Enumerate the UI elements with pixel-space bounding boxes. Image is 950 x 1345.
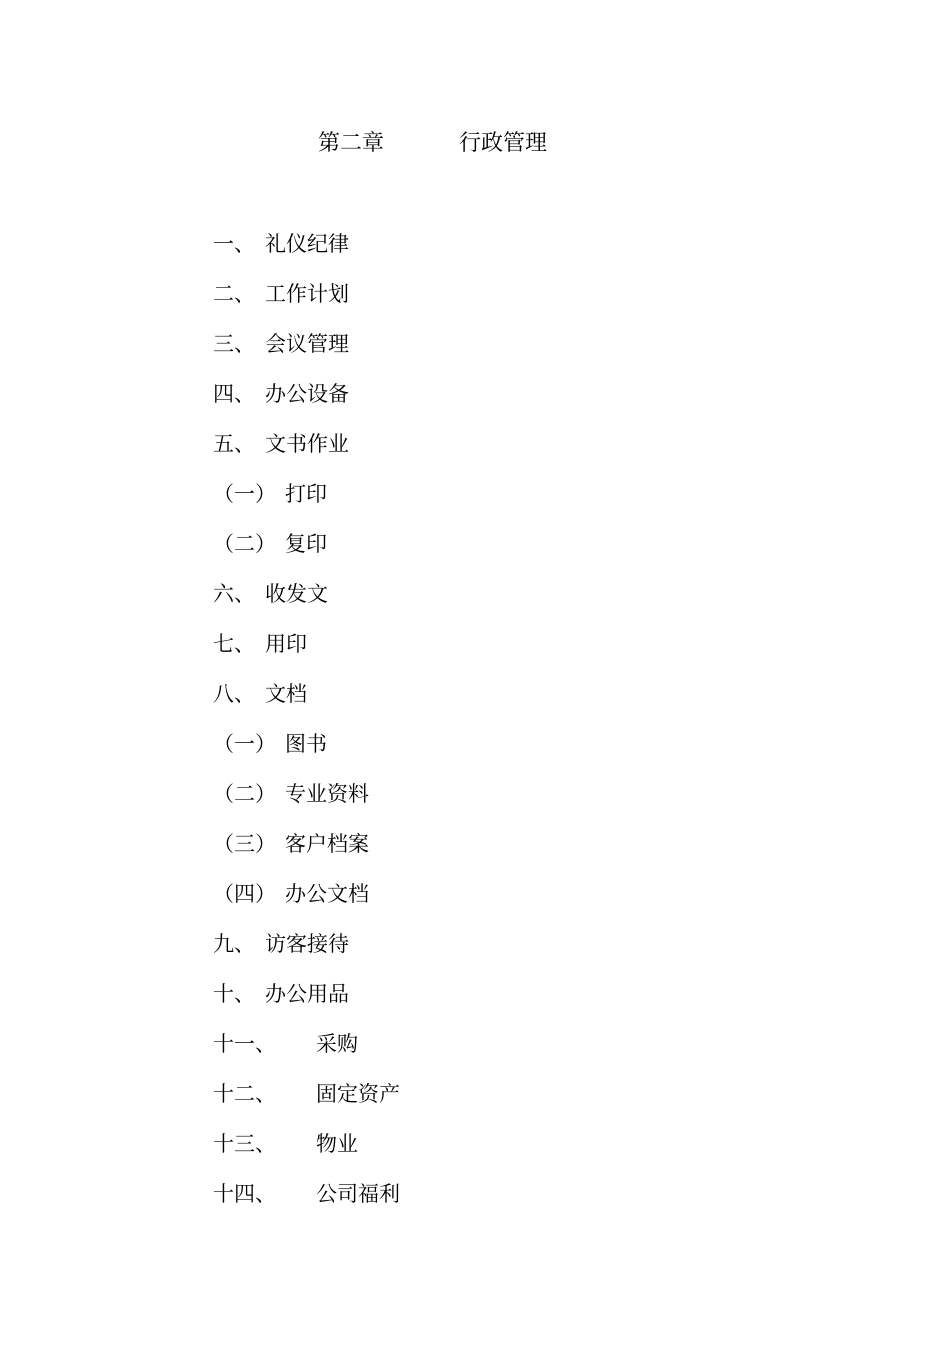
toc-item-number: 十四、	[213, 1182, 276, 1206]
toc-item-label: 公司福利	[316, 1182, 400, 1206]
chapter-heading	[0, 126, 950, 162]
toc-item-number: 四、	[213, 382, 255, 406]
toc-item-number: 八、	[213, 682, 255, 706]
toc-item-label: 采购	[316, 1032, 358, 1056]
toc-item-number: （一）	[213, 482, 276, 506]
toc-section	[0, 426, 950, 476]
toc-section	[0, 1076, 950, 1126]
toc-item-label: 用印	[265, 632, 307, 656]
toc-item-label: 专业资料	[285, 782, 369, 806]
chapter-number: 第二章	[318, 131, 385, 156]
toc-item-label: 工作计划	[265, 282, 349, 306]
table-of-contents	[0, 226, 950, 1226]
toc-section	[0, 226, 950, 276]
toc-item-number: 十二、	[213, 1082, 276, 1106]
toc-item-label: 文书作业	[265, 432, 349, 456]
toc-subsection	[0, 826, 950, 876]
toc-item-number: （三）	[213, 832, 276, 856]
toc-section	[0, 676, 950, 726]
toc-section	[0, 1026, 950, 1076]
toc-item-label: 办公用品	[265, 982, 349, 1006]
toc-item-label: 礼仪纪律	[265, 232, 349, 256]
toc-item-label: 客户档案	[285, 832, 369, 856]
toc-section	[0, 276, 950, 326]
toc-subsection	[0, 776, 950, 826]
toc-item-label: 物业	[316, 1132, 358, 1156]
toc-section	[0, 576, 950, 626]
toc-item-label: 办公设备	[265, 382, 349, 406]
toc-item-number: 六、	[213, 582, 255, 606]
toc-subsection	[0, 476, 950, 526]
toc-item-number: 二、	[213, 282, 255, 306]
toc-item-label: 打印	[285, 482, 327, 506]
toc-item-number: （四）	[213, 882, 276, 906]
toc-subsection	[0, 526, 950, 576]
toc-section	[0, 976, 950, 1026]
toc-item-number: 七、	[213, 632, 255, 656]
toc-section	[0, 376, 950, 426]
toc-item-label: 会议管理	[265, 332, 349, 356]
toc-item-number: （一）	[213, 732, 276, 756]
toc-section	[0, 926, 950, 976]
toc-subsection	[0, 726, 950, 776]
toc-item-number: 一、	[213, 232, 255, 256]
toc-item-label: 访客接待	[265, 932, 349, 956]
toc-section	[0, 626, 950, 676]
toc-item-label: 文档	[265, 682, 307, 706]
toc-section	[0, 326, 950, 376]
toc-item-label: 复印	[285, 532, 327, 556]
toc-item-label: 固定资产	[316, 1082, 400, 1106]
toc-item-number: 三、	[213, 332, 255, 356]
toc-item-number: 十、	[213, 982, 255, 1006]
toc-section	[0, 1126, 950, 1176]
toc-item-number: 九、	[213, 932, 255, 956]
toc-subsection	[0, 876, 950, 926]
toc-section	[0, 1176, 950, 1226]
toc-item-number: 五、	[213, 432, 255, 456]
chapter-title: 行政管理	[459, 131, 548, 156]
toc-item-number: （二）	[213, 782, 276, 806]
toc-item-label: 图书	[285, 732, 327, 756]
toc-item-number: （二）	[213, 532, 276, 556]
toc-item-number: 十三、	[213, 1132, 276, 1156]
toc-item-label: 办公文档	[285, 882, 369, 906]
toc-item-label: 收发文	[265, 582, 328, 606]
toc-item-number: 十一、	[213, 1032, 276, 1056]
